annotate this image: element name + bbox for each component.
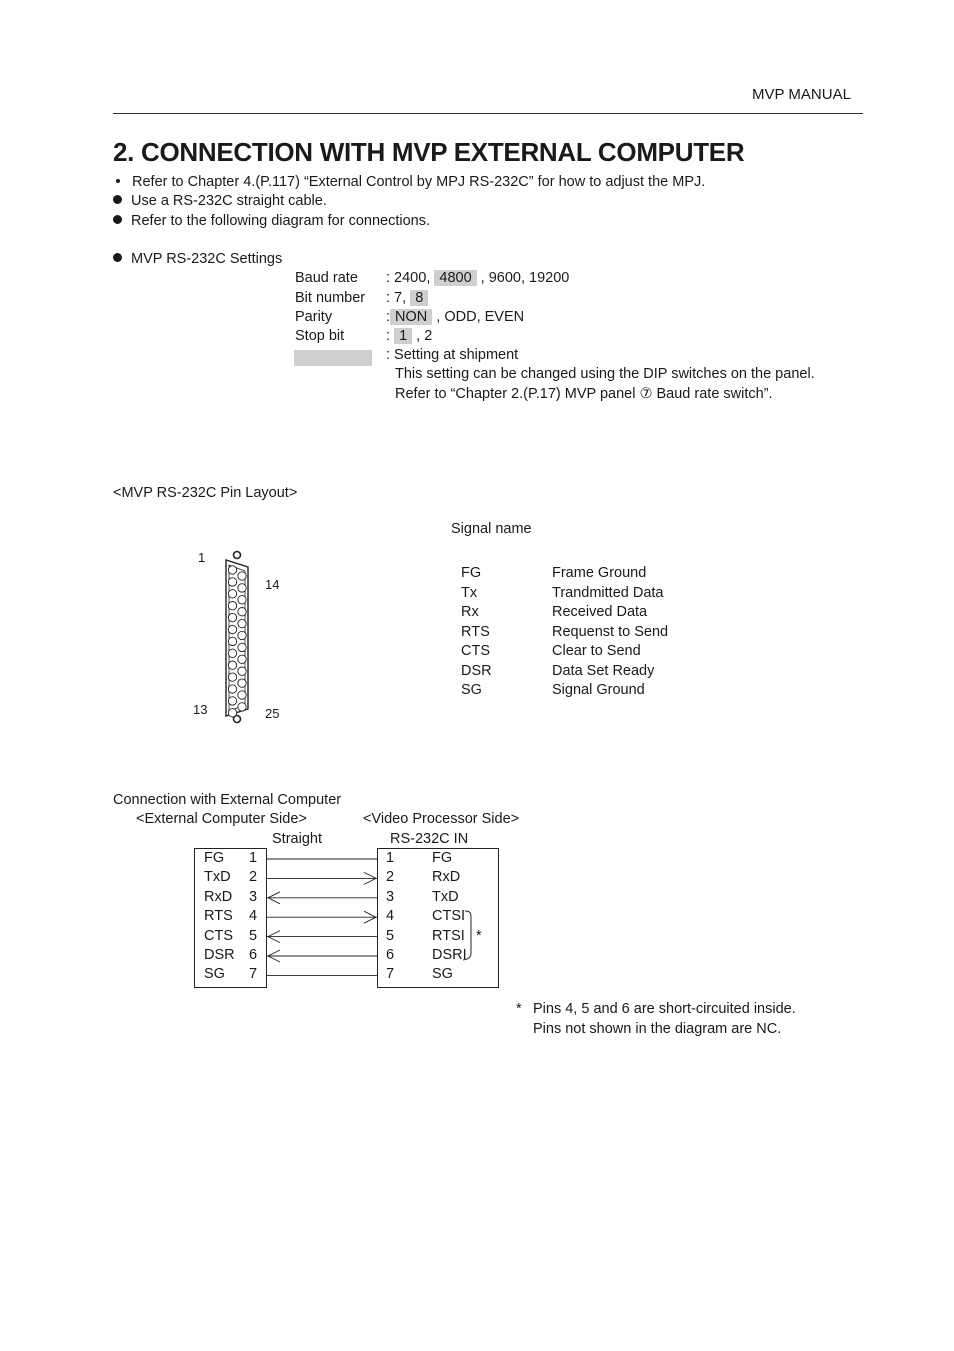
settings-note: This setting can be changed using the DIP switches on the panel. bbox=[395, 366, 815, 382]
processor-pin: 7 bbox=[386, 966, 395, 983]
processor-signal: CTSI bbox=[432, 908, 466, 925]
footnote-mark: * bbox=[516, 1001, 522, 1017]
default-highlight: 8 bbox=[410, 290, 428, 306]
footnote: Pins 4, 5 and 6 are short-circuited inside. bbox=[533, 1001, 796, 1017]
processor-signal: RTSI bbox=[432, 927, 465, 944]
settings-note: Refer to “Chapter 2.(P.17) MVP panel ⑦ Baud rate switch”. bbox=[395, 386, 773, 402]
signal-name: Signal Ground bbox=[552, 682, 645, 698]
computer-pin: 1 bbox=[249, 850, 258, 866]
note-item: Refer to Chapter 4.(P.117) “External Control by MPJ RS-232C” for how to adjust the MPJ. bbox=[113, 174, 705, 191]
external-computer-side-label: <External Computer Side> bbox=[136, 811, 307, 827]
processor-signal: DSRI bbox=[432, 947, 467, 963]
pin-layout-heading: <MVP RS-232C Pin Layout> bbox=[113, 485, 298, 501]
signal-name: Trandmitted Data bbox=[552, 584, 664, 601]
default-highlight: 4800 bbox=[434, 270, 476, 286]
note-item: Refer to the following diagram for connections. bbox=[113, 213, 430, 230]
computer-signal: TxD bbox=[204, 869, 231, 886]
baud-value: : 2400, 4800 , 9600, 19200 bbox=[386, 270, 570, 286]
settings-heading: MVP RS-232C Settings bbox=[113, 251, 282, 268]
signal-name-header: Signal name bbox=[451, 521, 532, 537]
processor-pin: 2 bbox=[386, 869, 395, 886]
signal-code: RTS bbox=[461, 623, 490, 640]
processor-signal: SG bbox=[432, 966, 453, 983]
signal-name: Data Set Ready bbox=[552, 662, 655, 679]
processor-signal: TxD bbox=[432, 888, 459, 905]
processor-pin: 4 bbox=[386, 908, 395, 925]
pin-number-label: 14 bbox=[265, 577, 280, 592]
computer-signal: DSR bbox=[204, 947, 235, 963]
signal-name: Clear to Send bbox=[552, 643, 641, 659]
computer-signal: CTS bbox=[204, 927, 233, 944]
pin-number-label: 1 bbox=[198, 550, 206, 565]
video-processor-side-label: <Video Processor Side> bbox=[363, 811, 520, 827]
pin-number-label: 25 bbox=[265, 706, 280, 721]
computer-pin: 7 bbox=[249, 966, 258, 983]
computer-pin: 2 bbox=[249, 869, 258, 886]
processor-signal: FG bbox=[432, 850, 453, 866]
signal-code: Tx bbox=[461, 584, 478, 601]
processor-pin: 5 bbox=[386, 927, 395, 944]
computer-signal: RTS bbox=[204, 908, 233, 925]
note-item: Use a RS-232C straight cable. bbox=[113, 193, 327, 210]
manual-header: MVP MANUAL bbox=[752, 86, 851, 103]
computer-pin: 3 bbox=[249, 888, 258, 905]
computer-signal: SG bbox=[204, 966, 225, 983]
computer-signal: FG bbox=[204, 850, 225, 866]
processor-pin: 3 bbox=[386, 888, 395, 905]
computer-signal: RxD bbox=[204, 888, 233, 905]
cable-type-label: Straight bbox=[272, 831, 322, 847]
processor-pin: 6 bbox=[386, 947, 395, 963]
processor-signal: RxD bbox=[432, 869, 461, 886]
footnote: Pins not shown in the diagram are NC. bbox=[533, 1021, 782, 1037]
computer-pin: 4 bbox=[249, 908, 258, 925]
stop-label: Stop bit bbox=[295, 328, 345, 344]
signal-name: Frame Ground bbox=[552, 565, 647, 581]
connection-heading: Connection with External Computer bbox=[113, 792, 342, 808]
parity-label: Parity bbox=[295, 309, 333, 325]
port-label: RS-232C IN bbox=[390, 831, 469, 847]
bit-value: : 7, 8 bbox=[386, 290, 428, 307]
computer-pin: 6 bbox=[249, 947, 258, 963]
signal-name: Requenst to Send bbox=[552, 623, 669, 640]
default-highlight: NON bbox=[390, 309, 432, 325]
baud-label: Baud rate bbox=[295, 270, 358, 286]
processor-pin: 1 bbox=[386, 850, 395, 866]
computer-pin: 5 bbox=[249, 927, 258, 944]
short-circuit-mark: * bbox=[476, 928, 482, 944]
parity-value: : NON , ODD, EVEN bbox=[386, 309, 525, 325]
stop-value: : 1 , 2 bbox=[386, 328, 433, 344]
signal-name: Received Data bbox=[552, 604, 648, 620]
shipment-legend: : Setting at shipment bbox=[386, 347, 519, 363]
pin-number-label: 13 bbox=[193, 702, 208, 717]
signal-code: SG bbox=[461, 682, 482, 698]
signal-code: DSR bbox=[461, 662, 492, 679]
bit-label: Bit number bbox=[295, 290, 366, 306]
signal-code: FG bbox=[461, 565, 482, 581]
signal-code: Rx bbox=[461, 604, 479, 620]
page-title: 2. CONNECTION WITH MVP EXTERNAL COMPUTER bbox=[113, 137, 745, 167]
default-highlight: 1 bbox=[394, 328, 412, 344]
signal-code: CTS bbox=[461, 643, 490, 659]
